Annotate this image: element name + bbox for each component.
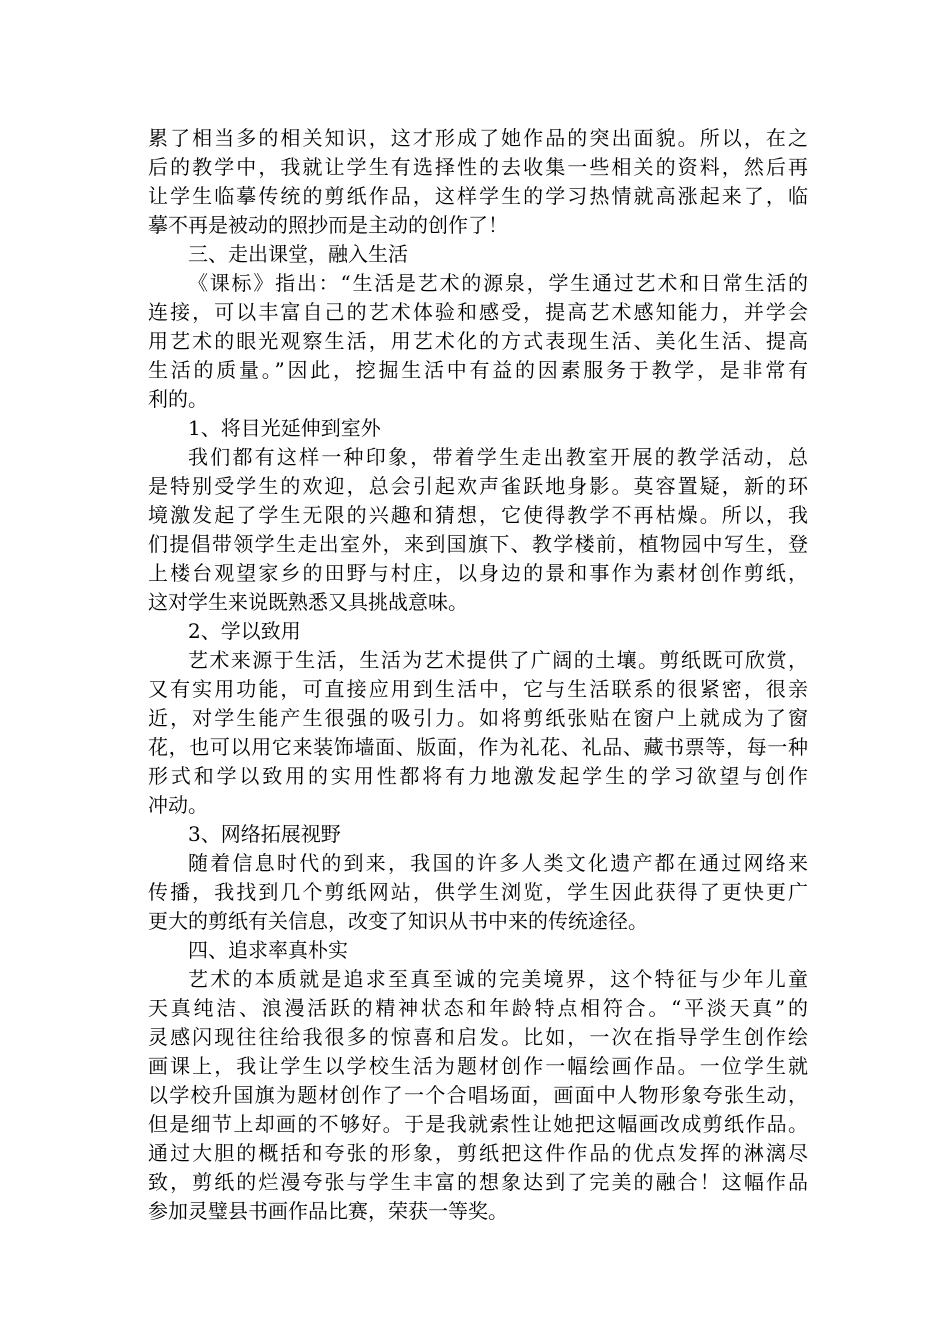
- paragraph-line-indented: 三、走出课堂，融入生活: [188, 242, 408, 266]
- paragraph-line: 是特别受学生的欢迎，总会引起欢声雀跃地身影。莫容置疑，新的环: [148, 474, 808, 498]
- paragraph-line: 参加灵璧县书画作品比赛，荣获一等奖。: [148, 1199, 508, 1223]
- paragraph-line: 更大的剪纸有关信息，改变了知识从书中来的传统途径。: [148, 909, 648, 933]
- paragraph-line: 生活的质量。”因此，挖掘生活中有益的因素服务于教学，是非常有: [148, 358, 808, 382]
- paragraph-line-indented: 四、追求率真朴实: [188, 938, 348, 962]
- paragraph-line: 通过大胆的概括和夸张的形象，剪纸把这件作品的优点发挥的淋漓尽: [148, 1141, 808, 1165]
- paragraph-line-indented: 1、将目光延伸到室外: [188, 416, 381, 440]
- paragraph-line: 以学校升国旗为题材创作了一个合唱场面，画面中人物形象夸张生动，: [148, 1083, 808, 1107]
- paragraph-line: 后的教学中，我就让学生有选择性的去收集一些相关的资料，然后再: [148, 155, 808, 179]
- paragraph-line: 冲动。: [148, 793, 208, 817]
- paragraph-line: 形式和学以致用的实用性都将有力地激发起学生的学习欲望与创作: [148, 764, 808, 788]
- paragraph-line: 传播，我找到几个剪纸网站，供学生浏览，学生因此获得了更快更广: [148, 880, 808, 904]
- paragraph-line: 致，剪纸的烂漫夸张与学生丰富的想象达到了完美的融合！这幅作品: [148, 1170, 808, 1194]
- paragraph-line: 让学生临摹传统的剪纸作品，这样学生的学习热情就高涨起来了，临: [148, 184, 808, 208]
- paragraph-line: 们提倡带领学生走出室外，来到国旗下、教学楼前，植物园中写生，登: [148, 532, 808, 556]
- paragraph-line-indented: 艺术来源于生活，生活为艺术提供了广阔的土壤。剪纸既可欣赏，: [188, 648, 808, 672]
- paragraph-line-indented: 随着信息时代的到来，我国的许多人类文化遗产都在通过网络来: [188, 851, 808, 875]
- paragraph-line-indented: 艺术的本质就是追求至真至诚的完美境界，这个特征与少年儿童: [188, 967, 808, 991]
- paragraph-line-indented: 《课标》指出：“生活是艺术的源泉，学生通过艺术和日常生活的: [188, 271, 808, 295]
- paragraph-line: 又有实用功能，可直接应用到生活中，它与生活联系的很紧密，很亲: [148, 677, 808, 701]
- paragraph-line: 连接，可以丰富自己的艺术体验和感受，提高艺术感知能力，并学会: [148, 300, 808, 324]
- paragraph-line-indented: 我们都有这样一种印象，带着学生走出教室开展的教学活动，总: [188, 445, 808, 469]
- paragraph-line: 画课上，我让学生以学校生活为题材创作一幅绘画作品。一位学生就: [148, 1054, 808, 1078]
- paragraph-line: 天真纯洁、浪漫活跃的精神状态和年龄特点相符合。“平淡天真”的: [148, 996, 808, 1020]
- paragraph-line-indented: 2、学以致用: [188, 619, 301, 643]
- paragraph-line: 累了相当多的相关知识，这才形成了她作品的突出面貌。所以，在之: [148, 126, 808, 150]
- paragraph-line: 境激发起了学生无限的兴趣和猜想，它使得教学不再枯燥。所以，我: [148, 503, 808, 527]
- document-page: [148, 124, 808, 1226]
- paragraph-line: 上楼台观望家乡的田野与村庄，以身边的景和事作为素材创作剪纸，: [148, 561, 808, 585]
- paragraph-line: 摹不再是被动的照抄而是主动的创作了！: [148, 213, 508, 237]
- paragraph-line: 灵感闪现往往给我很多的惊喜和启发。比如，一次在指导学生创作绘: [148, 1025, 808, 1049]
- paragraph-line: 但是细节上却画的不够好。于是我就索性让她把这幅画改成剪纸作品。: [148, 1112, 808, 1136]
- paragraph-line: 这对学生来说既熟悉又具挑战意味。: [148, 590, 468, 614]
- paragraph-line-indented: 3、网络拓展视野: [188, 822, 341, 846]
- paragraph-line: 利的。: [148, 387, 208, 411]
- paragraph-line: 用艺术的眼光观察生活，用艺术化的方式表现生活、美化生活、提高: [148, 329, 808, 353]
- paragraph-line: 花，也可以用它来装饰墙面、版面，作为礼花、礼品、藏书票等，每一种: [148, 735, 808, 759]
- paragraph-line: 近，对学生能产生很强的吸引力。如将剪纸张贴在窗户上就成为了窗: [148, 706, 808, 730]
